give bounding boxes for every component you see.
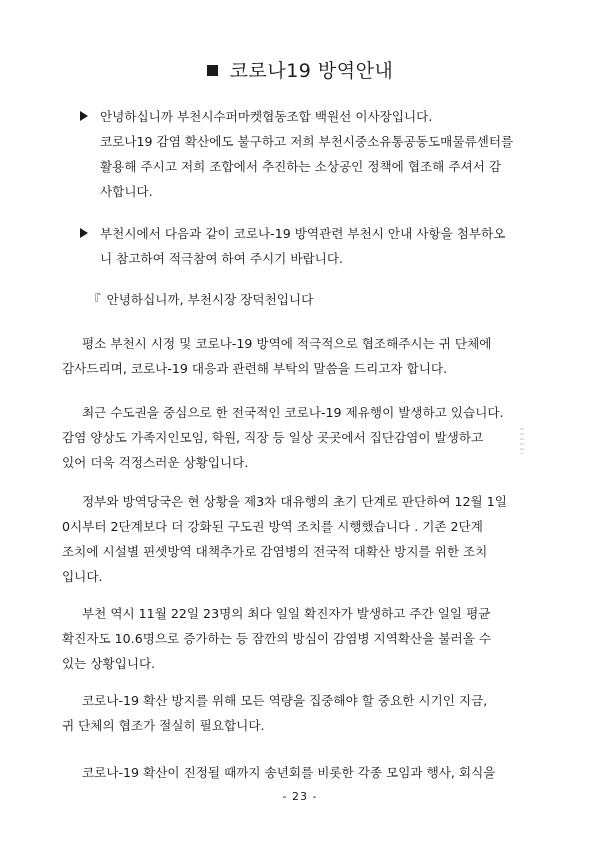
paragraph-line: 귀 단체의 협조가 절실히 필요합니다. <box>62 718 265 733</box>
paragraph-line: 있어 더욱 걱정스러운 상황입니다. <box>62 455 249 470</box>
body-paragraph <box>62 400 532 475</box>
body-paragraph <box>62 760 532 785</box>
paragraph-line: 조치에 시설별 핀셋방역 대책추가로 감염병의 전국적 대확산 방지를 위한 조치 <box>62 544 488 559</box>
bullet-line: 니 참고하여 적극참여 하여 주시기 바랍니다. <box>100 251 343 266</box>
paragraph-line: 확진자도 10.6명으로 증가하는 등 잠깐의 방심이 감염병 지역확산을 불러올 수 <box>62 631 492 646</box>
greeting-text: 안녕하십니까, 부천시장 장덕천입니다 <box>106 292 314 307</box>
paragraph-line: 감사드리며, 코로나-19 대응과 관련해 부탁의 말씀을 드리고자 합니다. <box>62 361 448 376</box>
body-paragraph <box>62 489 532 589</box>
bullet-line: 부천시에서 다음과 같이 코로나-19 방역관련 부천시 안내 사항을 첨부하오 <box>100 226 506 241</box>
quote-mark: 『 <box>88 292 101 307</box>
title-text: 코로나19 방역안내 <box>229 60 394 82</box>
paragraph-line: 평소 부천시 시정 및 코로나-19 방역에 적극적으로 협조해주시는 귀 단체에 <box>82 336 492 351</box>
bullet-item <box>80 221 530 271</box>
paragraph-line: 정부와 방역당국은 현 상황을 제3차 대유행의 초기 단계로 판단하여 12월 1일 <box>82 494 507 509</box>
paragraph-line: 입니다. <box>62 569 103 584</box>
paragraph-line: 부천 역시 11월 22일 23명의 최다 일일 확진자가 발생하고 주간 일일 평균 <box>82 606 491 621</box>
body-paragraph <box>62 688 532 738</box>
bullet-line: 사합니다. <box>100 184 153 199</box>
page-number: - 23 - <box>282 790 318 803</box>
triangle-bullet-icon <box>80 111 88 121</box>
body-paragraph <box>62 331 532 381</box>
bullet-line: 코로나19 감염 확산에도 불구하고 저희 부천시중소유통공동도매물류센터를 <box>100 134 514 149</box>
letter-greeting <box>88 289 313 311</box>
paragraph-line: 코로나-19 확산이 진정될 때까지 송년회를 비롯한 각종 모임과 행사, 회식을 <box>82 765 496 780</box>
paragraph-line: 코로나-19 확산 방지를 위해 모든 역량을 집중해야 할 중요한 시기인 지금, <box>82 693 488 708</box>
triangle-bullet-icon <box>80 228 88 238</box>
black-square-icon <box>207 65 218 76</box>
bullet-item <box>80 104 530 204</box>
scan-artifact <box>520 428 524 454</box>
paragraph-line: 있는 상황입니다. <box>62 656 156 671</box>
bullet-line: 활용해 주시고 저희 조합에서 추진하는 소상공인 정책에 협조해 주셔서 감 <box>100 159 501 174</box>
body-paragraph <box>62 601 532 676</box>
paragraph-line: 감염 양상도 가족지인모임, 학원, 직장 등 일상 곳곳에서 집단감염이 발생하고 <box>62 430 484 445</box>
paragraph-line: 0시부터 2단계보다 더 강화된 구도권 방역 조치를 시행했습니다 . 기존 2단계 <box>62 519 483 534</box>
document-title <box>0 56 600 83</box>
paragraph-line: 최근 수도권을 중심으로 한 전국적인 코로나-19 제유행이 발생하고 있습니다. <box>82 405 504 420</box>
bullet-line: 안녕하십니까 부천시수퍼마켓협동조합 백원선 이사장입니다. <box>100 109 433 124</box>
